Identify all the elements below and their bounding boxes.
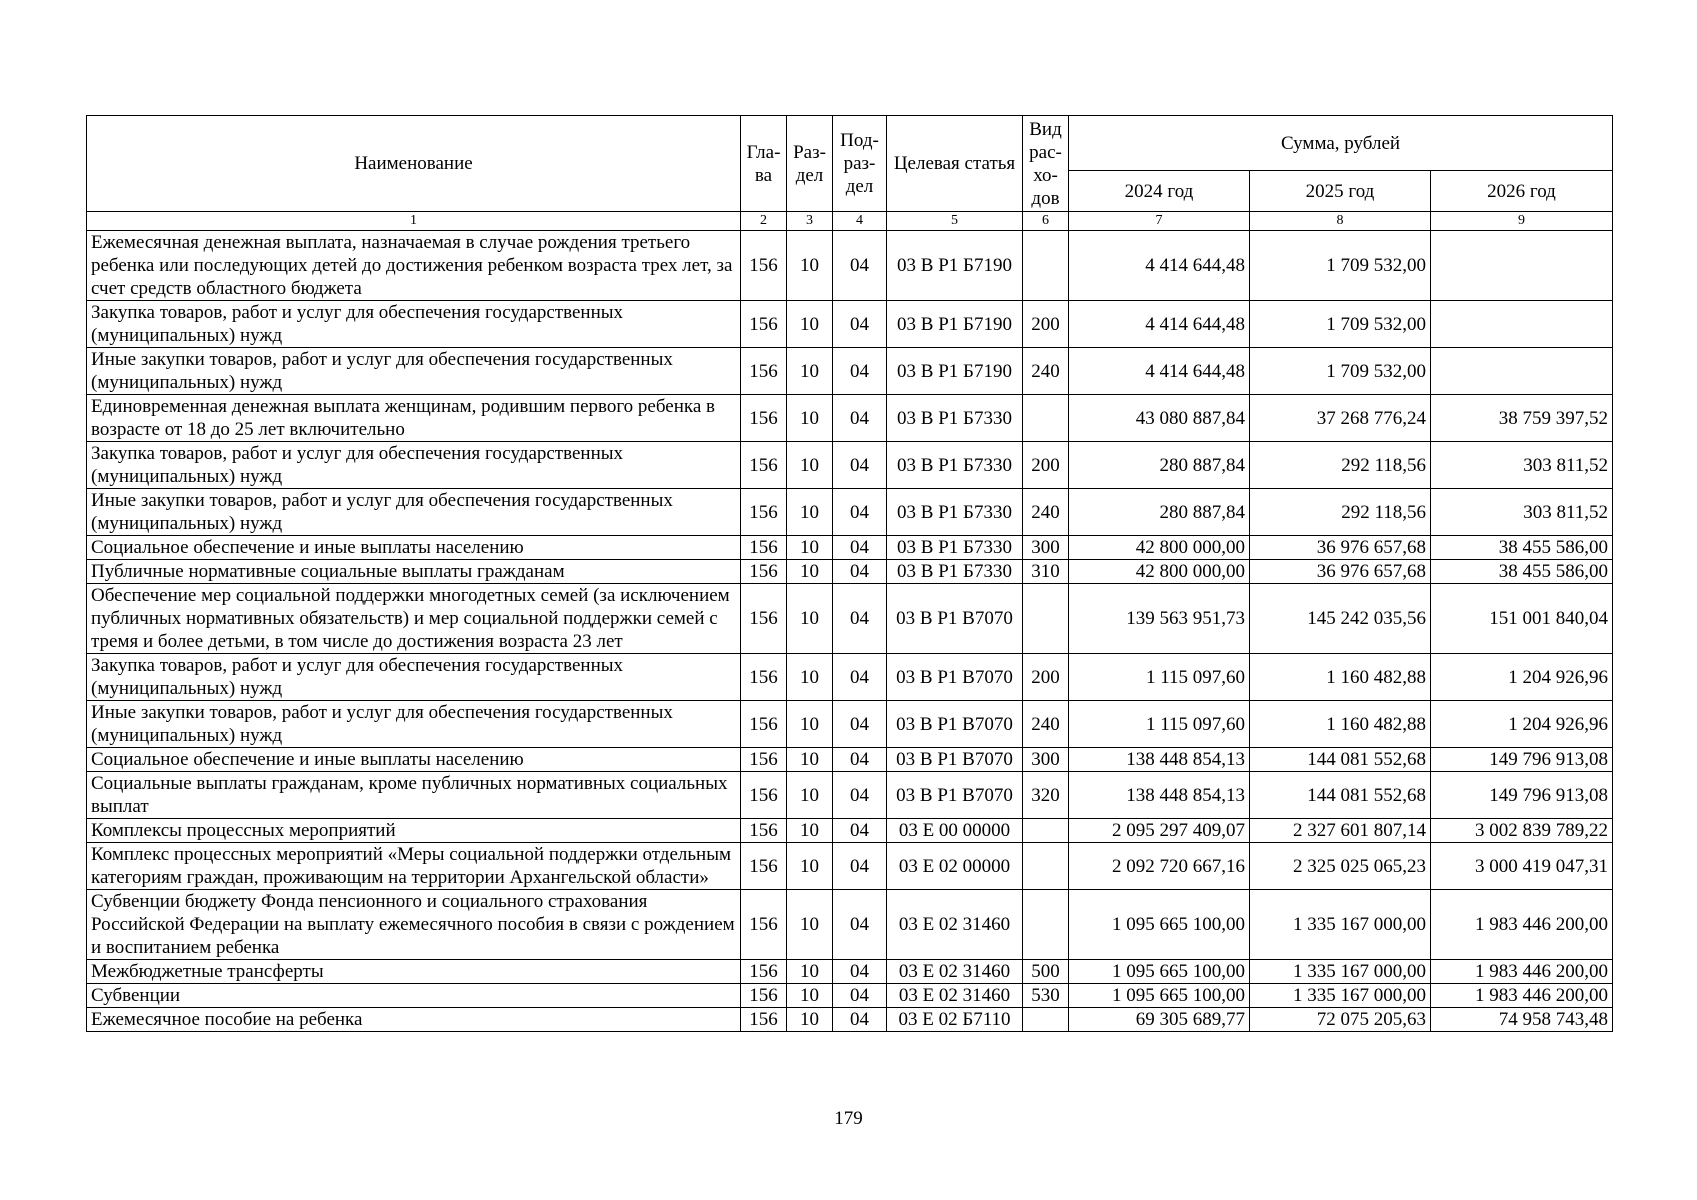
table-row <box>87 442 1613 489</box>
row-razdel: 10 <box>787 395 833 442</box>
row-sum-2026: 1 204 926,96 <box>1431 701 1613 748</box>
row-sum-2025: 36 976 657,68 <box>1250 536 1431 560</box>
row-vid-rashodov: 240 <box>1023 701 1069 748</box>
table-row <box>87 984 1613 1008</box>
row-name: Закупка товаров, работ и услуг для обеспечения государственных (муниципальных) нужд <box>87 442 741 489</box>
row-razdel: 10 <box>787 654 833 701</box>
row-vid-rashodov: 320 <box>1023 772 1069 819</box>
row-celevaya-statya: 03 В Р1 Б7330 <box>887 489 1023 536</box>
row-sum-2025: 1 335 167 000,00 <box>1250 960 1431 984</box>
row-name: Субвенции бюджету Фонда пенсионного и социального страхования Российской Федерации на выплату ежемесячного пособия в связи с рождением и воспитанием ребенка <box>87 890 741 960</box>
row-razdel: 10 <box>787 984 833 1008</box>
row-razdel: 10 <box>787 843 833 890</box>
row-name: Иные закупки товаров, работ и услуг для обеспечения государственных (муниципальных) нужд <box>87 489 741 536</box>
row-sum-2024: 42 800 000,00 <box>1069 560 1250 584</box>
column-number: 5 <box>887 212 1023 231</box>
header-vid-rashodov: Вид рас-хо-дов <box>1023 116 1069 212</box>
header-razdel: Раз-дел <box>787 116 833 212</box>
row-sum-2025: 36 976 657,68 <box>1250 560 1431 584</box>
row-celevaya-statya: 03 В Р1 В7070 <box>887 772 1023 819</box>
table-row <box>87 772 1613 819</box>
row-podrazdel: 04 <box>833 654 887 701</box>
table-row <box>87 584 1613 654</box>
row-razdel: 10 <box>787 348 833 395</box>
row-glava: 156 <box>741 489 787 536</box>
row-podrazdel: 04 <box>833 819 887 843</box>
row-glava: 156 <box>741 654 787 701</box>
row-sum-2026: 1 983 446 200,00 <box>1431 890 1613 960</box>
row-sum-2024: 1 115 097,60 <box>1069 654 1250 701</box>
row-name: Обеспечение мер социальной поддержки многодетных семей (за исключением публичных нормативных обязательств) и мер социальной поддержки семей с тремя и более детьми, в том числе до достижения возраста 23 лет <box>87 584 741 654</box>
table-row <box>87 701 1613 748</box>
row-podrazdel: 04 <box>833 442 887 489</box>
row-sum-2026: 151 001 840,04 <box>1431 584 1613 654</box>
row-sum-2024: 69 305 689,77 <box>1069 1008 1250 1032</box>
row-sum-2024: 1 115 097,60 <box>1069 701 1250 748</box>
table-row <box>87 1008 1613 1032</box>
row-name: Иные закупки товаров, работ и услуг для обеспечения государственных (муниципальных) нужд <box>87 701 741 748</box>
row-vid-rashodov <box>1023 843 1069 890</box>
row-vid-rashodov <box>1023 395 1069 442</box>
table-row <box>87 819 1613 843</box>
row-sum-2025: 145 242 035,56 <box>1250 584 1431 654</box>
header-podrazdel: Под-раз-дел <box>833 116 887 212</box>
budget-table <box>86 115 1613 1032</box>
column-number: 6 <box>1023 212 1069 231</box>
row-razdel: 10 <box>787 819 833 843</box>
row-vid-rashodov <box>1023 584 1069 654</box>
row-celevaya-statya: 03 Е 02 31460 <box>887 960 1023 984</box>
row-name: Ежемесячная денежная выплата, назначаемая в случае рождения третьего ребенка или последующих детей до достижения ребенком возраста трех лет, за счет средств областного бюджета <box>87 231 741 301</box>
row-celevaya-statya: 03 В Р1 В7070 <box>887 654 1023 701</box>
table-body <box>87 231 1613 1032</box>
row-vid-rashodov <box>1023 1008 1069 1032</box>
row-name: Закупка товаров, работ и услуг для обеспечения государственных (муниципальных) нужд <box>87 654 741 701</box>
row-glava: 156 <box>741 395 787 442</box>
row-glava: 156 <box>741 301 787 348</box>
column-number: 3 <box>787 212 833 231</box>
row-glava: 156 <box>741 536 787 560</box>
row-sum-2025: 292 118,56 <box>1250 442 1431 489</box>
row-vid-rashodov: 200 <box>1023 442 1069 489</box>
row-razdel: 10 <box>787 701 833 748</box>
row-glava: 156 <box>741 772 787 819</box>
header-year-2025: 2025 год <box>1250 171 1431 212</box>
row-celevaya-statya: 03 Е 02 Б7110 <box>887 1008 1023 1032</box>
row-podrazdel: 04 <box>833 890 887 960</box>
header-glava: Гла-ва <box>741 116 787 212</box>
row-glava: 156 <box>741 701 787 748</box>
table-row <box>87 843 1613 890</box>
table-row <box>87 348 1613 395</box>
row-podrazdel: 04 <box>833 584 887 654</box>
row-podrazdel: 04 <box>833 231 887 301</box>
row-sum-2025: 144 081 552,68 <box>1250 748 1431 772</box>
row-sum-2024: 4 414 644,48 <box>1069 231 1250 301</box>
row-celevaya-statya: 03 В Р1 В7070 <box>887 701 1023 748</box>
row-vid-rashodov <box>1023 890 1069 960</box>
row-podrazdel: 04 <box>833 843 887 890</box>
row-vid-rashodov <box>1023 819 1069 843</box>
row-sum-2024: 138 448 854,13 <box>1069 772 1250 819</box>
row-sum-2025: 1 709 532,00 <box>1250 348 1431 395</box>
row-sum-2024: 138 448 854,13 <box>1069 748 1250 772</box>
row-sum-2024: 2 092 720 667,16 <box>1069 843 1250 890</box>
row-razdel: 10 <box>787 960 833 984</box>
table-row <box>87 536 1613 560</box>
row-name: Единовременная денежная выплата женщинам, родившим первого ребенка в возрасте от 18 до 25 лет включительно <box>87 395 741 442</box>
row-sum-2026: 1 204 926,96 <box>1431 654 1613 701</box>
row-sum-2025: 1 709 532,00 <box>1250 301 1431 348</box>
table-row <box>87 654 1613 701</box>
row-glava: 156 <box>741 442 787 489</box>
row-sum-2026: 38 455 586,00 <box>1431 536 1613 560</box>
row-name: Субвенции <box>87 984 741 1008</box>
row-glava: 156 <box>741 890 787 960</box>
row-name: Публичные нормативные социальные выплаты гражданам <box>87 560 741 584</box>
row-sum-2026: 303 811,52 <box>1431 442 1613 489</box>
row-name: Комплексы процессных мероприятий <box>87 819 741 843</box>
row-sum-2026: 3 002 839 789,22 <box>1431 819 1613 843</box>
row-sum-2024: 4 414 644,48 <box>1069 348 1250 395</box>
table-row <box>87 560 1613 584</box>
row-podrazdel: 04 <box>833 301 887 348</box>
row-vid-rashodov: 200 <box>1023 301 1069 348</box>
row-sum-2026: 38 759 397,52 <box>1431 395 1613 442</box>
row-glava: 156 <box>741 560 787 584</box>
row-sum-2024: 43 080 887,84 <box>1069 395 1250 442</box>
row-sum-2024: 280 887,84 <box>1069 489 1250 536</box>
row-podrazdel: 04 <box>833 772 887 819</box>
column-number: 2 <box>741 212 787 231</box>
row-podrazdel: 04 <box>833 560 887 584</box>
header-name: Наименование <box>87 116 741 212</box>
row-glava: 156 <box>741 348 787 395</box>
row-sum-2025: 1 335 167 000,00 <box>1250 890 1431 960</box>
column-number: 1 <box>87 212 741 231</box>
row-podrazdel: 04 <box>833 960 887 984</box>
header-celevaya-statya: Целевая статья <box>887 116 1023 212</box>
row-vid-rashodov <box>1023 231 1069 301</box>
row-razdel: 10 <box>787 748 833 772</box>
column-number: 8 <box>1250 212 1431 231</box>
row-sum-2025: 2 327 601 807,14 <box>1250 819 1431 843</box>
row-name: Иные закупки товаров, работ и услуг для обеспечения государственных (муниципальных) нужд <box>87 348 741 395</box>
row-name: Ежемесячное пособие на ребенка <box>87 1008 741 1032</box>
row-glava: 156 <box>741 584 787 654</box>
row-sum-2026: 1 983 446 200,00 <box>1431 960 1613 984</box>
row-sum-2024: 1 095 665 100,00 <box>1069 890 1250 960</box>
row-razdel: 10 <box>787 584 833 654</box>
row-sum-2025: 1 160 482,88 <box>1250 701 1431 748</box>
row-sum-2024: 1 095 665 100,00 <box>1069 960 1250 984</box>
document-page <box>86 115 1612 1032</box>
row-podrazdel: 04 <box>833 489 887 536</box>
table-row <box>87 489 1613 536</box>
column-number-row <box>87 212 1613 231</box>
row-celevaya-statya: 03 В Р1 Б7330 <box>887 442 1023 489</box>
row-sum-2025: 144 081 552,68 <box>1250 772 1431 819</box>
row-vid-rashodov: 310 <box>1023 560 1069 584</box>
row-podrazdel: 04 <box>833 984 887 1008</box>
row-celevaya-statya: 03 В Р1 Б7190 <box>887 301 1023 348</box>
row-sum-2025: 1 160 482,88 <box>1250 654 1431 701</box>
row-name: Социальные выплаты гражданам, кроме публичных нормативных социальных выплат <box>87 772 741 819</box>
row-sum-2024: 4 414 644,48 <box>1069 301 1250 348</box>
row-vid-rashodov: 530 <box>1023 984 1069 1008</box>
row-sum-2024: 2 095 297 409,07 <box>1069 819 1250 843</box>
row-glava: 156 <box>741 843 787 890</box>
row-podrazdel: 04 <box>833 1008 887 1032</box>
row-podrazdel: 04 <box>833 748 887 772</box>
row-sum-2024: 1 095 665 100,00 <box>1069 984 1250 1008</box>
row-celevaya-statya: 03 В Р1 Б7190 <box>887 231 1023 301</box>
table-row <box>87 748 1613 772</box>
column-number: 9 <box>1431 212 1613 231</box>
row-glava: 156 <box>741 1008 787 1032</box>
table-row <box>87 301 1613 348</box>
row-name: Социальное обеспечение и иные выплаты населению <box>87 748 741 772</box>
row-glava: 156 <box>741 984 787 1008</box>
row-sum-2025: 1 709 532,00 <box>1250 231 1431 301</box>
row-celevaya-statya: 03 Е 00 00000 <box>887 819 1023 843</box>
row-razdel: 10 <box>787 772 833 819</box>
row-razdel: 10 <box>787 560 833 584</box>
row-vid-rashodov: 200 <box>1023 654 1069 701</box>
row-podrazdel: 04 <box>833 395 887 442</box>
row-sum-2025: 2 325 025 065,23 <box>1250 843 1431 890</box>
row-razdel: 10 <box>787 489 833 536</box>
row-celevaya-statya: 03 В Р1 Б7330 <box>887 560 1023 584</box>
row-vid-rashodov: 240 <box>1023 348 1069 395</box>
row-celevaya-statya: 03 В Р1 Б7190 <box>887 348 1023 395</box>
row-podrazdel: 04 <box>833 701 887 748</box>
row-vid-rashodov: 500 <box>1023 960 1069 984</box>
row-vid-rashodov: 240 <box>1023 489 1069 536</box>
header-year-2024: 2024 год <box>1069 171 1250 212</box>
header-summa: Сумма, рублей <box>1069 116 1613 171</box>
page-number: 179 <box>834 1108 863 1129</box>
row-sum-2024: 280 887,84 <box>1069 442 1250 489</box>
table-row <box>87 960 1613 984</box>
row-sum-2025: 1 335 167 000,00 <box>1250 984 1431 1008</box>
table-row <box>87 231 1613 301</box>
row-celevaya-statya: 03 В Р1 В7070 <box>887 748 1023 772</box>
row-glava: 156 <box>741 231 787 301</box>
row-razdel: 10 <box>787 231 833 301</box>
row-razdel: 10 <box>787 536 833 560</box>
row-celevaya-statya: 03 Е 02 31460 <box>887 890 1023 960</box>
row-vid-rashodov: 300 <box>1023 536 1069 560</box>
row-celevaya-statya: 03 В Р1 Б7330 <box>887 536 1023 560</box>
column-number: 7 <box>1069 212 1250 231</box>
row-sum-2026: 149 796 913,08 <box>1431 772 1613 819</box>
row-sum-2025: 72 075 205,63 <box>1250 1008 1431 1032</box>
table-row <box>87 890 1613 960</box>
row-sum-2025: 292 118,56 <box>1250 489 1431 536</box>
row-razdel: 10 <box>787 301 833 348</box>
row-sum-2026: 74 958 743,48 <box>1431 1008 1613 1032</box>
column-number: 4 <box>833 212 887 231</box>
row-sum-2025: 37 268 776,24 <box>1250 395 1431 442</box>
row-razdel: 10 <box>787 442 833 489</box>
row-razdel: 10 <box>787 890 833 960</box>
row-podrazdel: 04 <box>833 348 887 395</box>
row-sum-2026: 3 000 419 047,31 <box>1431 843 1613 890</box>
row-vid-rashodov: 300 <box>1023 748 1069 772</box>
row-sum-2026: 38 455 586,00 <box>1431 560 1613 584</box>
row-glava: 156 <box>741 819 787 843</box>
row-razdel: 10 <box>787 1008 833 1032</box>
row-name: Закупка товаров, работ и услуг для обеспечения государственных (муниципальных) нужд <box>87 301 741 348</box>
row-celevaya-statya: 03 В Р1 Б7330 <box>887 395 1023 442</box>
row-celevaya-statya: 03 В Р1 В7070 <box>887 584 1023 654</box>
row-glava: 156 <box>741 960 787 984</box>
table-row <box>87 395 1613 442</box>
row-sum-2026: 149 796 913,08 <box>1431 748 1613 772</box>
row-sum-2026 <box>1431 301 1613 348</box>
row-name: Комплекс процессных мероприятий «Меры социальной поддержки отдельным категориям граждан, проживающим на территории Архангельской области» <box>87 843 741 890</box>
row-sum-2026: 1 983 446 200,00 <box>1431 984 1613 1008</box>
row-name: Межбюджетные трансферты <box>87 960 741 984</box>
row-celevaya-statya: 03 Е 02 31460 <box>887 984 1023 1008</box>
row-name: Социальное обеспечение и иные выплаты населению <box>87 536 741 560</box>
row-sum-2026: 303 811,52 <box>1431 489 1613 536</box>
row-glava: 156 <box>741 748 787 772</box>
row-sum-2026 <box>1431 231 1613 301</box>
row-celevaya-statya: 03 Е 02 00000 <box>887 843 1023 890</box>
row-sum-2026 <box>1431 348 1613 395</box>
row-podrazdel: 04 <box>833 536 887 560</box>
row-sum-2024: 139 563 951,73 <box>1069 584 1250 654</box>
header-year-2026: 2026 год <box>1431 171 1613 212</box>
row-sum-2024: 42 800 000,00 <box>1069 536 1250 560</box>
